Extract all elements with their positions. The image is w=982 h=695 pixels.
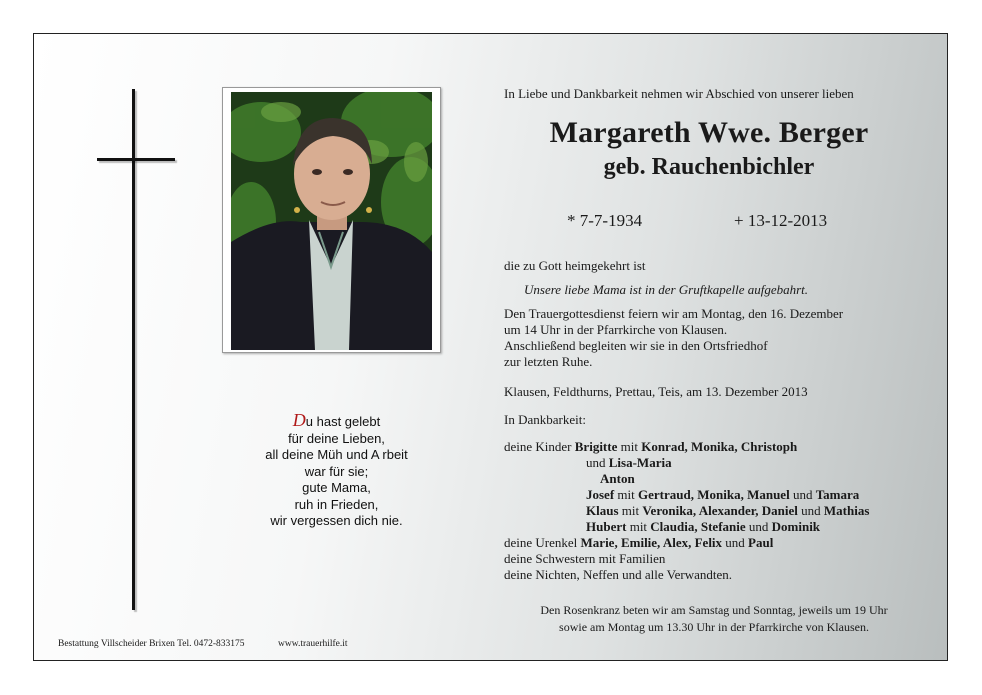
memorial-poem xyxy=(234,410,439,530)
family-line: Klaus mit Veronika, Alexander, Daniel und Mathias xyxy=(586,503,870,518)
family-line-children: deine Kinder Brigitte mit Konrad, Monika, Christoph xyxy=(504,439,798,454)
place-and-date: Klausen, Feldthurns, Prettau, Teis, am 13. Dezember 2013 xyxy=(504,384,808,399)
family-line-greatgrandchildren: deine Urenkel Marie, Emilie, Alex, Felix und Paul xyxy=(504,535,774,550)
poem-line: war für sie; xyxy=(304,463,369,479)
service-line: um 14 Uhr in der Pfarrkirche von Klausen. xyxy=(504,322,728,337)
intro-text: In Liebe und Dankbarkeit nehmen wir Abschied von unserer lieben xyxy=(504,86,854,101)
deceased-name: Margareth Wwe. Berger xyxy=(549,116,869,149)
service-line: Den Trauergottesdienst feiern wir am Montag, den 16. Dezember xyxy=(504,306,844,321)
family-line-relatives: deine Nichten, Neffen und alle Verwandten. xyxy=(504,567,733,582)
portrait-photo xyxy=(231,92,432,350)
poem-line: wir vergessen dich nie. xyxy=(270,513,403,528)
poem-initial: D xyxy=(292,410,306,430)
in-gratitude-heading: In Dankbarkeit: xyxy=(504,412,586,427)
rosary-line: Den Rosenkranz beten wir am Samstag und Sonntag, jeweils um 19 Uhr xyxy=(540,603,888,617)
cross-vertical-beam xyxy=(132,89,135,610)
portrait-frame xyxy=(222,87,441,353)
family-line: Josef mit Gertraud, Monika, Manuel und Tamara xyxy=(586,487,860,502)
funeral-home-contact: Bestattung Villscheider Brixen Tel. 0472-833175 xyxy=(58,639,245,649)
cross-horizontal-beam xyxy=(97,158,175,161)
laid-out-notice: Unsere liebe Mama ist in der Gruftkapelle aufgebahrt. xyxy=(524,282,809,297)
poem-line: gute Mama, xyxy=(302,480,371,495)
service-line: Anschließend begleiten wir sie in den Ortsfriedhof xyxy=(504,338,768,353)
service-line: zur letzten Ruhe. xyxy=(504,354,593,369)
poem-line: Du hast gelebt xyxy=(292,410,381,430)
rosary-notice xyxy=(504,602,924,636)
rosary-line: sowie am Montag um 13.30 Uhr in der Pfarrkirche von Klausen. xyxy=(559,620,869,634)
birth-date: * 7-7-1934 xyxy=(567,211,643,230)
family-line: Anton xyxy=(600,471,635,486)
heimgekehrt-text: die zu Gott heimgekehrt ist xyxy=(504,258,646,273)
family-line: und Lisa-Maria xyxy=(586,455,672,470)
obituary-card xyxy=(33,33,948,661)
poem-line: all deine Müh und A rbeit xyxy=(265,447,408,462)
death-date: + 13-12-2013 xyxy=(734,211,828,230)
birth-name: geb. Rauchenbichler xyxy=(603,154,815,180)
poem-line: für deine Lieben, xyxy=(288,430,385,446)
family-line-sisters: deine Schwestern mit Familien xyxy=(504,551,666,566)
website-link[interactable]: www.trauerhilfe.it xyxy=(278,639,348,649)
family-line: Hubert mit Claudia, Stefanie und Dominik xyxy=(586,519,821,534)
poem-line: ruh in Frieden, xyxy=(294,496,379,512)
